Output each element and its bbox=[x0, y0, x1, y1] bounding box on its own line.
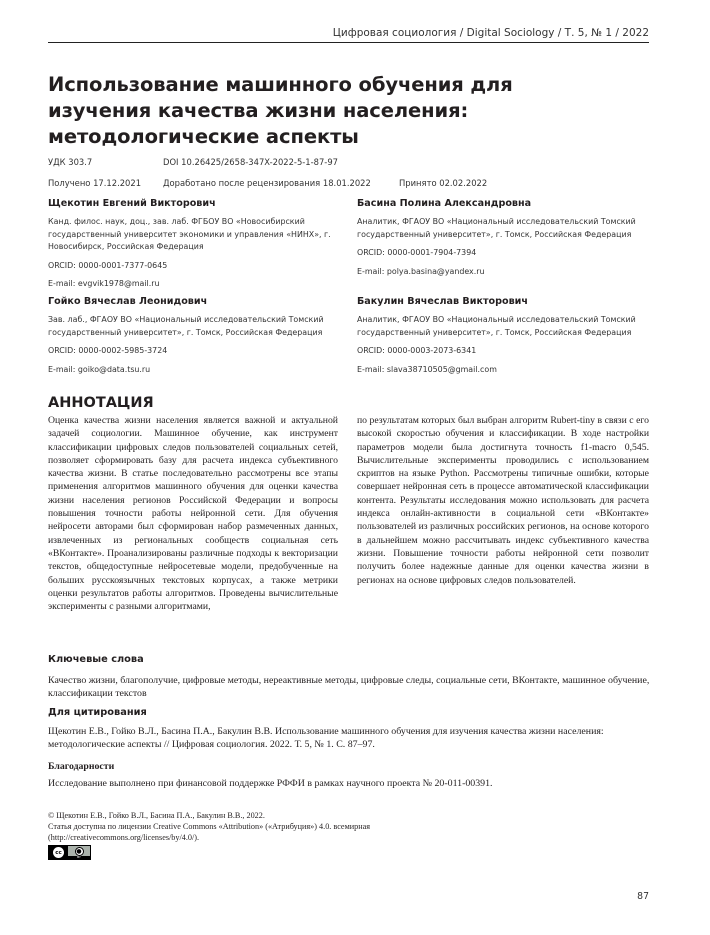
author-orcid[interactable]: ORCID: 0000-0002-5985-3724 bbox=[48, 346, 168, 356]
copyright-line: © Щекотин Е.В., Гойко В.Л., Басина П.А., Бакулин В.В., 2022. bbox=[48, 811, 265, 820]
author-block bbox=[357, 197, 657, 278]
citation-text: Щекотин Е.В., Гойко В.Л., Басина П.А., Бакулин В.В. Использование машинного обучения для изучения качества жизни населения: методологические аспекты // Цифровая социология. 2022. Т. 5, № 1. С. 87–97. bbox=[48, 726, 604, 751]
author-email[interactable]: E-mail: polya.basina@yandex.ru bbox=[357, 266, 485, 276]
author-orcid[interactable]: ORCID: 0000-0003-2073-6341 bbox=[357, 346, 477, 356]
revised-date: Доработано после рецензирования 18.01.2022 bbox=[163, 178, 371, 188]
header-rule bbox=[48, 42, 649, 43]
author-affiliation: Канд. филос. наук, доц., зав. лаб. ФГБОУ ВО «Новосибирский государственный университет экономики и управления «НИНХ», г. Новосибирск, Российская Федерация bbox=[48, 217, 331, 252]
page-number: 87 bbox=[637, 891, 649, 902]
acknowledgements-text: Исследование выполнено при финансовой поддержке РФФИ в рамках научного проекта № 20-011-00391. bbox=[48, 778, 493, 789]
abstract-text-left: Оценка качества жизни населения является важной и актуальной задачей социологии. Машинное обучение, как инструмент классификации цифровых следов пользователей социальных сетей, позволяет сформировать базу для расчета индекса субъективного качества жизни. В статье последовательно рассмотрены все этапы применения алгоритмов машинного обучения для оценки качества жизни населения регионов Российской Федерации и вопросы повышения точности работы нейронной сети. Для обучения нейросети авторами был сформирован набор размеченных данных, извлеченных из региональных сообществ социальная сеть «ВКонтакте». Проанализированы различные подходы к векторизации текстов, общедоступные нейросетевые модели, предобученные на больших русскоязычных текстовых корпусах, а также метрики оценки результатов работы алгоритмов. Проведены вычислительные эксперименты с разными алгоритмами, bbox=[48, 415, 338, 613]
cc-icon: cc bbox=[49, 846, 68, 859]
author-name: Гойко Вячеслав Леонидович bbox=[48, 296, 208, 307]
doi[interactable]: DOI 10.26425/2658-347X-2022-5-1-87-97 bbox=[163, 157, 338, 167]
received-date: Получено 17.12.2021 bbox=[48, 178, 142, 188]
citation-heading: Для цитирования bbox=[48, 707, 147, 718]
author-affiliation: Зав. лаб., ФГАОУ ВО «Национальный исследовательский Томский государственный университет», г. Томск, Российская Федерация bbox=[48, 315, 324, 337]
author-block bbox=[357, 295, 657, 376]
abstract-text-right: по результатам которых был выбран алгоритм Rubert-tiny в связи с его высокой скоростью обучения и классификации. В ходе настройки параметров модели была достигнута точность f1-macro 0,545. Вычислительные эксперименты проводились с использованием скриптов на языке Python. Рассмотрены типичные ошибки, которые совершает нейронная сеть в процессе автоматической классификации контента. Результаты исследования можно использовать для расчета индекса онлайн-активности в социальной сети «ВКонтакте» пользователей из различных российских регионов, на основе которого в дальнейшем можно рассчитывать индекс субъективного качества жизни. Повышение точности работы нейронной сети позволит получить более надежные данные для оценки качества жизни в регионах на основе цифровых следов пользователей. bbox=[357, 415, 649, 586]
keywords-text: Качество жизни, благополучие, цифровые методы, нереактивные методы, цифровые следы, социальные сети, ВКонтакте, машинное обучение, классификации текстов bbox=[48, 675, 650, 700]
license-url[interactable]: (http://creativecommons.org/licenses/by/4.0/). bbox=[48, 833, 200, 842]
author-name: Басина Полина Александровна bbox=[357, 198, 532, 209]
author-email[interactable]: E-mail: goiko@data.tsu.ru bbox=[48, 364, 151, 374]
acknowledgements-heading: Благодарности bbox=[48, 761, 115, 772]
author-name: Бакулин Вячеслав Викторович bbox=[357, 296, 528, 307]
running-head: Цифровая социология / Digital Sociology / Т. 5, № 1 / 2022 bbox=[332, 27, 649, 39]
author-email[interactable]: E-mail: evgvik1978@mail.ru bbox=[48, 279, 160, 289]
article-title: Использование машинного обучения для изучения качества жизни населения: методологические аспекты bbox=[48, 73, 513, 148]
author-block bbox=[48, 197, 348, 291]
udk: УДК 303.7 bbox=[48, 157, 93, 167]
keywords-heading: Ключевые слова bbox=[48, 654, 144, 665]
accepted-date: Принято 02.02.2022 bbox=[399, 178, 488, 188]
person-icon: ● bbox=[76, 847, 82, 855]
author-name: Щекотин Евгений Викторович bbox=[48, 198, 216, 209]
cc-by-badge[interactable] bbox=[48, 845, 91, 860]
license-line: Статья доступна по лицензии Creative Commons «Attribution» («Атрибуция») 4.0. всемирная bbox=[48, 822, 371, 831]
author-affiliation: Аналитик, ФГАОУ ВО «Национальный исследовательский Томский государственный университет», г. Томск, Российская Федерация bbox=[357, 315, 636, 337]
author-block bbox=[48, 295, 348, 376]
abstract-heading: АННОТАЦИЯ bbox=[48, 395, 154, 411]
by-label: BY bbox=[68, 856, 90, 859]
author-orcid[interactable]: ORCID: 0000-0001-7377-0645 bbox=[48, 260, 168, 270]
author-orcid[interactable]: ORCID: 0000-0001-7904-7394 bbox=[357, 248, 477, 258]
author-affiliation: Аналитик, ФГАОУ ВО «Национальный исследовательский Томский государственный университет», г. Томск, Российская Федерация bbox=[357, 217, 636, 239]
author-email[interactable]: E-mail: slava38710505@gmail.com bbox=[357, 364, 497, 374]
license-block bbox=[48, 810, 608, 843]
